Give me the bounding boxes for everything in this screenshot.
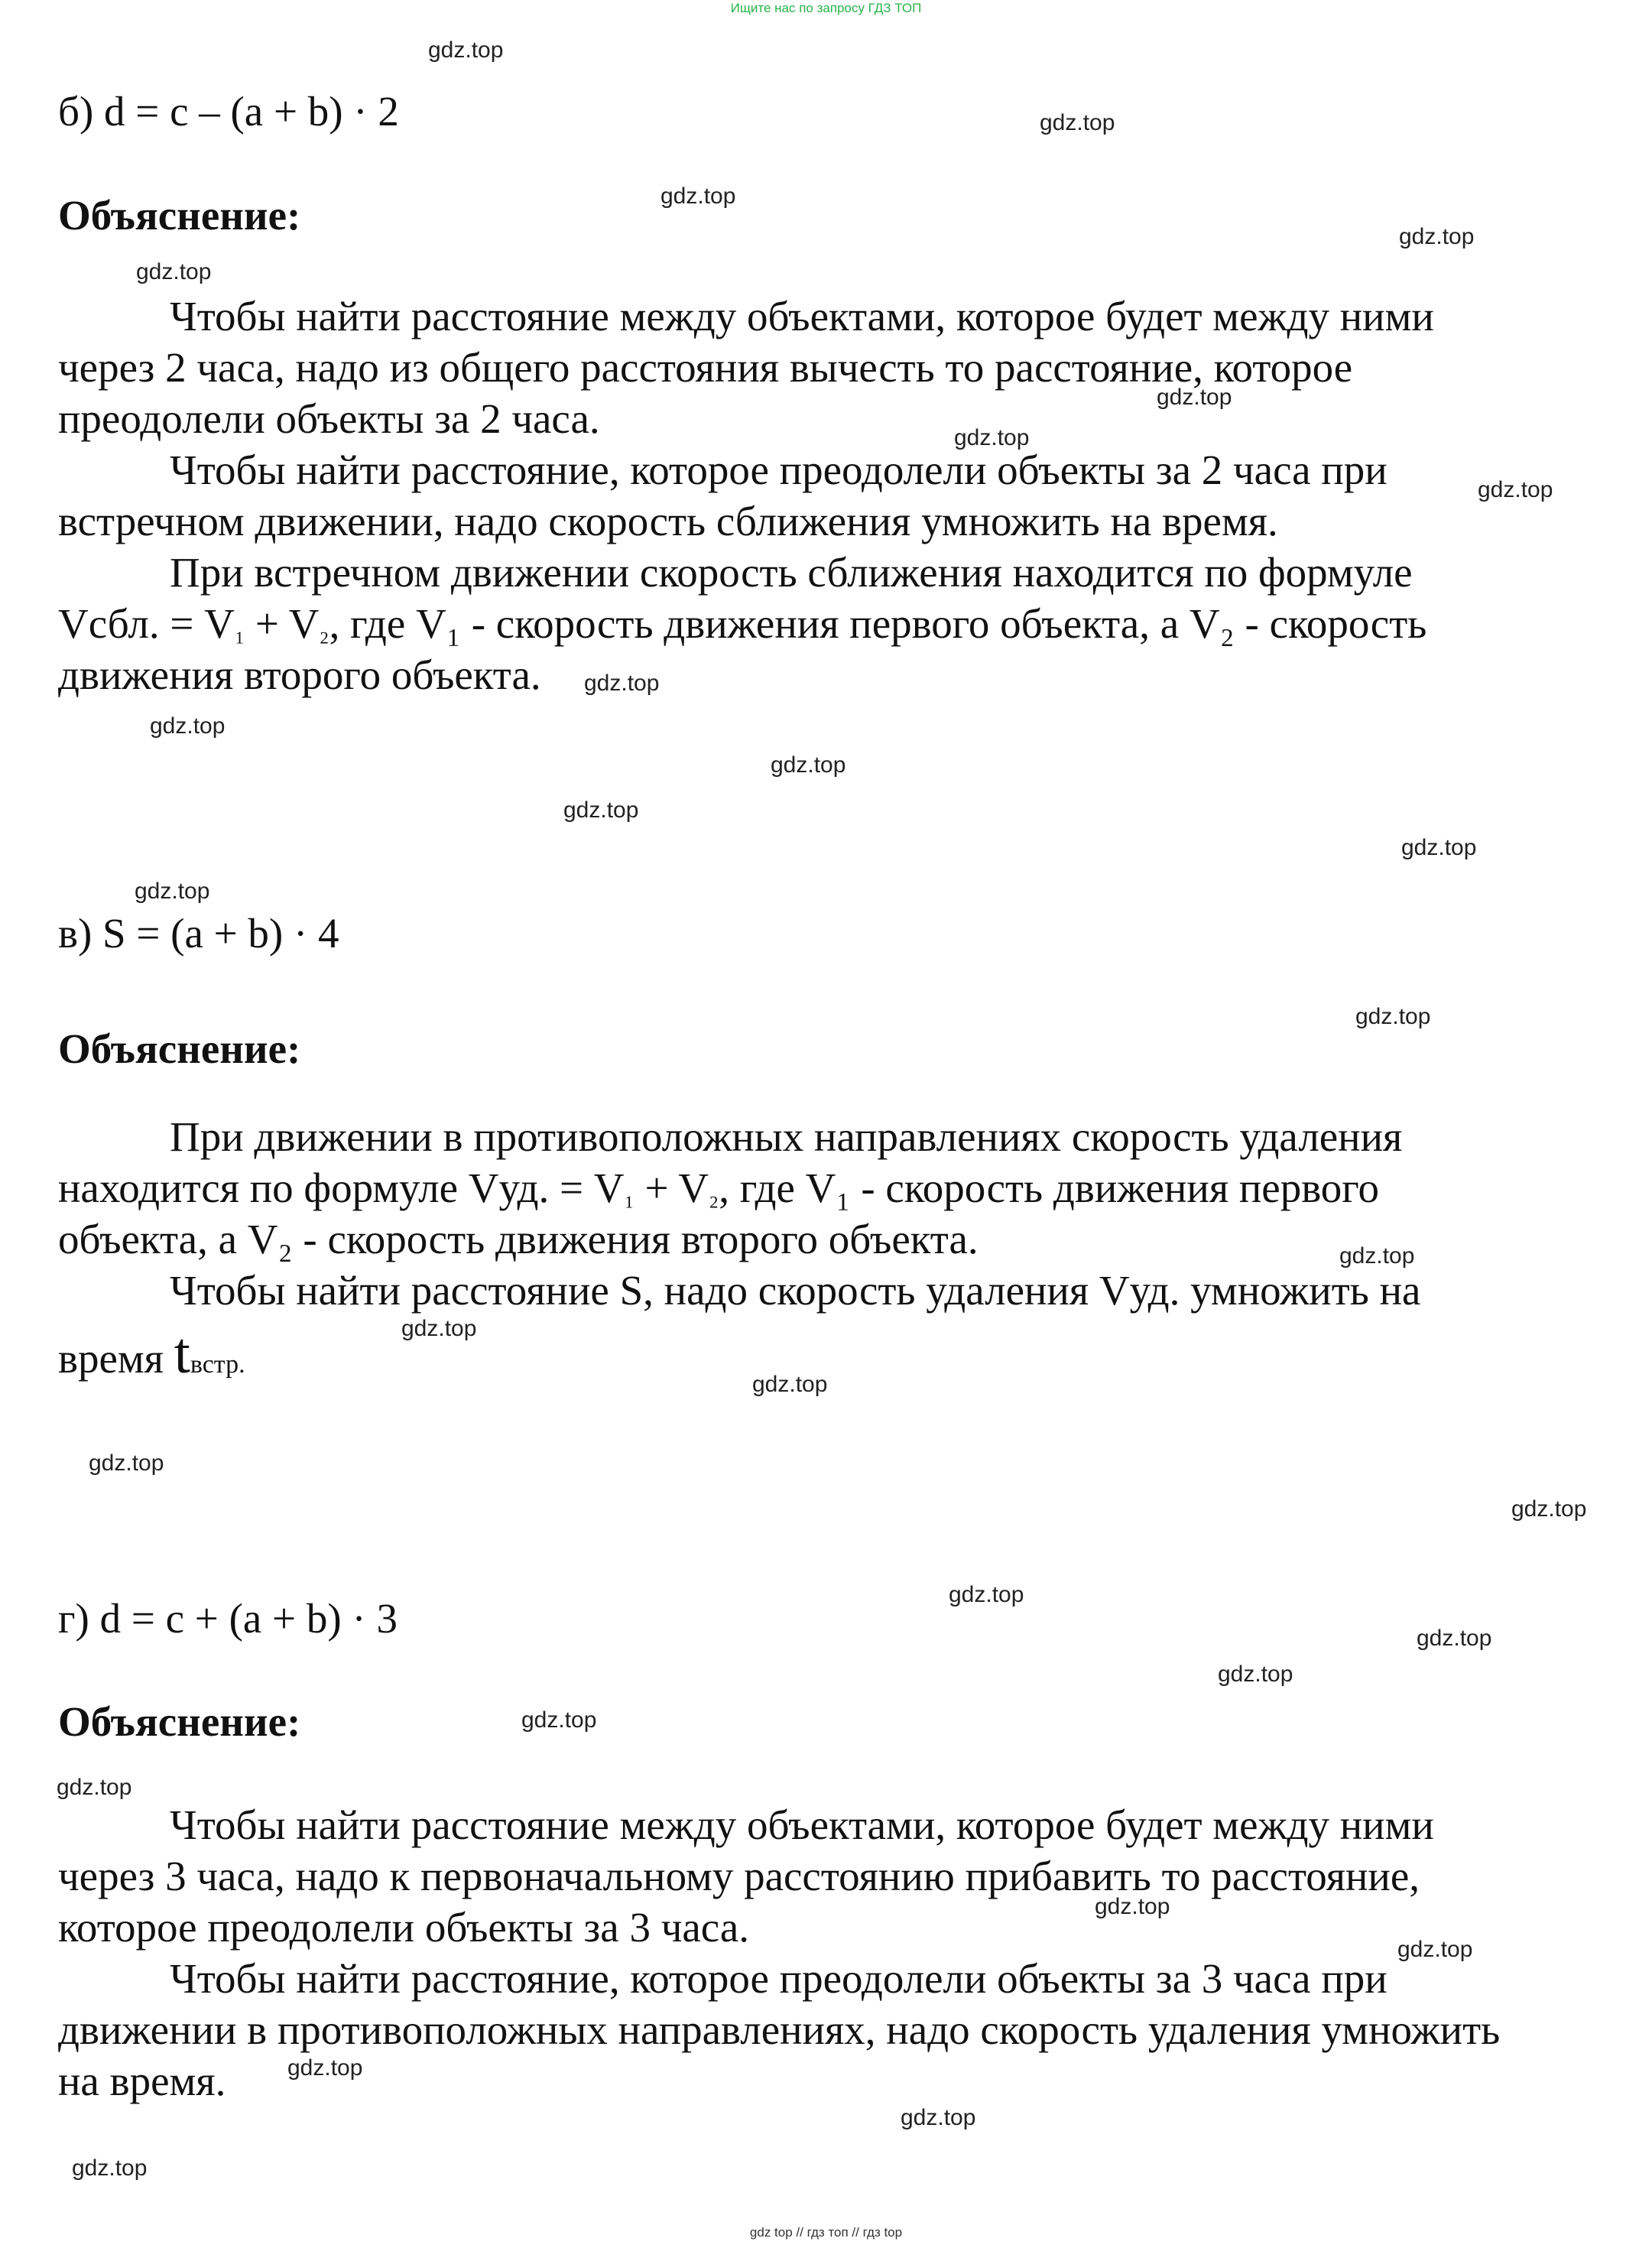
text-line: через 3 часа, надо к первоначальному расстоянию прибавить то расстояние, [58,1853,1420,1899]
text-line: на время. [58,2058,226,2104]
text-line: Чтобы найти расстояние, которое преодолели объекты за 2 часа при [170,447,1387,493]
explanation-heading-v: Объяснение: [58,1025,301,1072]
formula-line-removal-speed [58,1162,1379,1219]
formula-g: г) d = c + (a + b) · 3 [58,1595,398,1642]
text-line: движения второго объекта. [58,651,541,698]
formula-part: , где V₁ - скорость движения первого объекта, а V₂ - скорость [329,600,1427,647]
watermark: gdz.top [150,713,226,739]
watermark: gdz.top [949,1582,1024,1607]
text-part: время [58,1335,174,1382]
text-line: Чтобы найти расстояние между объектами, которое будет между ними [170,293,1434,339]
formula-b: б) d = c – (a + b) · 2 [58,88,399,135]
watermark: gdz.top [752,1372,828,1397]
text-line: встречном движении, надо скорость сближения умножить на время. [58,498,1278,544]
watermark: gdz.top [1511,1496,1587,1522]
watermark: gdz.top [1095,1894,1170,1919]
watermark: gdz.top [1218,1662,1293,1687]
watermark: gdz.top [584,671,660,696]
subscript: ₂ [319,612,329,645]
bottom-banner: gdz top // гдз топ // гдз top [749,2225,903,2240]
text-line: преодолели объекты за 2 часа. [58,395,600,442]
watermark: gdz.top [136,259,212,284]
text-line: При встречном движении скорость сближения находится по формуле [170,549,1413,596]
text-line: объекта, а V₂ - скорость движения второго объекта. [58,1216,979,1262]
watermark: gdz.top [428,37,504,63]
watermark: gdz.top [1339,1243,1415,1269]
subscript: ₂ [708,1177,719,1209]
formula-v: в) S = (a + b) · 4 [58,910,339,957]
text-line: движении в противоположных направлениях, надо скорость удаления умножить [58,2006,1501,2053]
formula-part: Vсбл. = V [58,600,235,647]
watermark: gdz.top [287,2055,363,2081]
formula-line-approach-speed [58,598,1426,655]
text-line: Чтобы найти расстояние S, надо скорость удаления Vуд. умножить на [170,1267,1421,1314]
watermark: gdz.top [660,184,736,209]
watermark: gdz.top [954,425,1030,450]
text-line: При движении в противоположных направлениях скорость удаления [170,1113,1403,1160]
subscript: ₁ [624,1177,635,1209]
watermark: gdz.top [72,2155,148,2181]
formula-part: + V [634,1165,709,1211]
text-line: которое преодолели объекты за 3 часа. [58,1904,750,1951]
text-line: через 2 часа, надо из общего расстояния вычесть то расстояние, которое [58,344,1353,391]
explanation-heading-b: Объяснение: [58,192,301,239]
watermark: gdz.top [1157,385,1232,410]
formula-part: , где V₁ - скорость движения первого [719,1165,1379,1211]
watermark: gdz.top [771,752,846,778]
formula-part: + V [245,600,320,647]
watermark: gdz.top [1401,835,1477,860]
watermark: gdz.top [57,1775,132,1800]
watermark: gdz.top [521,1707,597,1733]
time-symbol: t [174,1321,190,1386]
text-line: Чтобы найти расстояние между объектами, которое будет между ними [170,1801,1434,1848]
watermark: gdz.top [1399,224,1475,249]
watermark: gdz.top [1355,1004,1431,1029]
top-banner: Ищите нас по запросу ГДЗ ТОП [730,1,922,15]
watermark: gdz.top [901,2105,976,2130]
time-line [58,1321,245,1390]
watermark: gdz.top [1417,1626,1492,1651]
formula-part: находится по формуле Vуд. = V [58,1165,625,1211]
subscript: ₁ [234,612,245,645]
watermark: gdz.top [401,1316,477,1341]
explanation-heading-g: Объяснение: [58,1698,301,1745]
text-line: Чтобы найти расстояние, которое преодолели объекты за 3 часа при [170,1955,1387,2002]
time-subscript: встр. [190,1350,245,1379]
watermark: gdz.top [1040,110,1115,135]
watermark: gdz.top [563,798,639,823]
watermark: gdz.top [1397,1937,1473,1962]
watermark: gdz.top [135,879,210,904]
watermark: gdz.top [1478,477,1553,502]
watermark: gdz.top [89,1450,164,1476]
